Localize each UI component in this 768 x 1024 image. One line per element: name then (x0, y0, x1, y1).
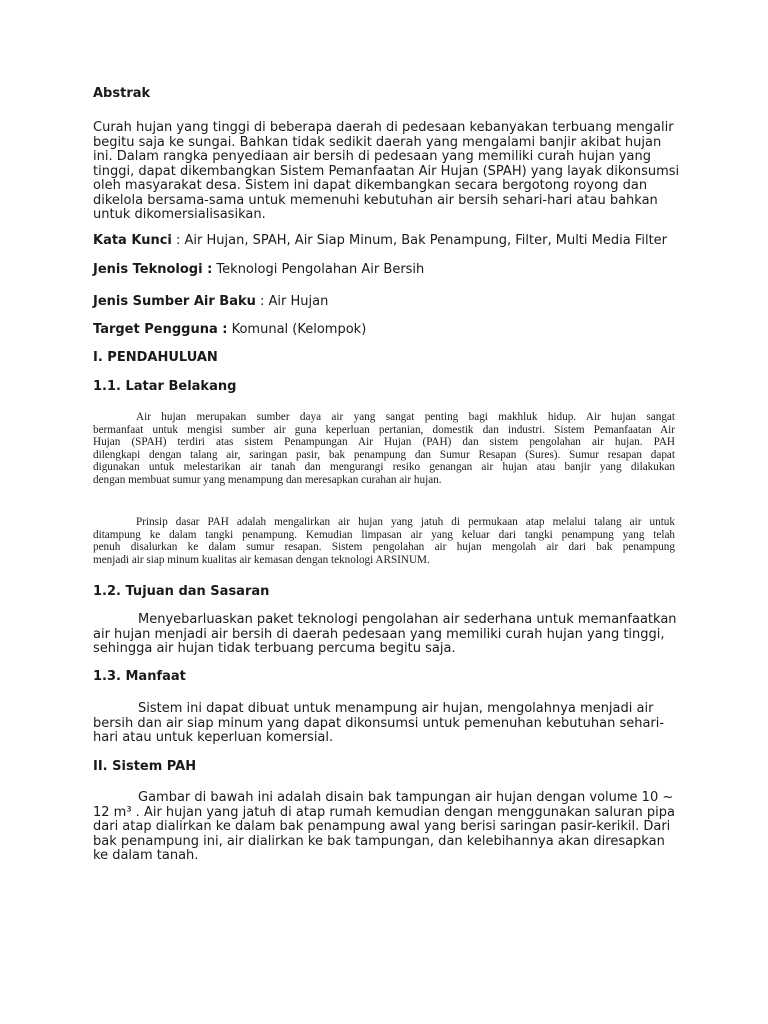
section-1-3-heading: 1.3. Manfaat (93, 669, 186, 684)
paragraph-line: bak penampung ini, air dialirkan ke bak tampungan, dan kelebihannya akan diresapkan (93, 833, 665, 849)
paragraph-line: hari atau untuk keperluan komersial. (93, 730, 334, 745)
background-paragraph-1 (93, 411, 675, 487)
paragraph-line: Hujan (SPAH) terdiri atas sistem Penampungan Air Hujan (PAH) dan sistem pengolahan air hujan. PAH (93, 436, 675, 449)
objectives-paragraph (93, 613, 693, 657)
paragraph-line: dilengkapi dengan talang air, saringan pasir, bak penampung dan Sumur Resapan (Sures). Sumur resapan dapat (93, 448, 675, 461)
paragraph-line: ditampung ke dalam tangki penampung. Kemudian limpasan air yang keluar dari tangki penampung yang telah (93, 528, 675, 541)
section-2-heading: II. Sistem PAH (93, 759, 197, 774)
paragraph-line: Prinsip dasar PAH adalah mengalirkan air hujan yang jatuh di permukaan atap melalui talang air untuk (136, 516, 675, 528)
abstract-line: Curah hujan yang tinggi di beberapa daerah di pedesaan kebanyakan terbuang mengalir (93, 120, 674, 135)
technology-type-value: Teknologi Pengolahan Air Bersih (212, 262, 425, 277)
paragraph-line: menjadi air siap minum kualitas air kemasan dengan teknologi ARSINUM. (93, 553, 430, 566)
technology-type-line (93, 263, 424, 278)
paragraph-line: bersih dan air siap minum yang dapat dikonsumsi untuk pemenuhan kebutuhan sehari- (93, 715, 665, 731)
abstract-line: tinggi, dapat dikembangkan Sistem Pemanfaatan Air Hujan (SPAH) yang layak dikonsumsi (93, 163, 680, 179)
target-user-label: Target Pengguna : (93, 322, 228, 337)
section-1-heading: I. PENDAHULUAN (93, 350, 218, 365)
abstract-line: untuk dikomersialisasikan. (93, 207, 266, 222)
paragraph-line: digunakan untuk melestarikan air tanah dan mengurangi resiko genangan air hujan atau banjir yang dilakukan (93, 461, 675, 474)
keywords-line (93, 234, 667, 249)
technology-type-label: Jenis Teknologi : (93, 262, 213, 277)
paragraph-line: 12 m³ . Air hujan yang jatuh di atap rumah kemudian dengan menggunakan saluran pipa (93, 804, 676, 820)
paragraph-line: penuh disalurkan ke dalam sumur resapan. Sistem pengolahan air hujan mengolah air dari bak penampung (93, 541, 675, 554)
paragraph-line: Gambar di bawah ini adalah disain bak tampungan air hujan dengan volume 10 ~ (138, 790, 674, 805)
abstract-heading: Abstrak (93, 86, 151, 101)
paragraph-line: air hujan menjadi air bersih di daerah pedesaan yang memiliki curah hujan yang tinggi, (93, 626, 665, 642)
section-1-2-heading: 1.2. Tujuan dan Sasaran (93, 584, 270, 599)
paragraph-line: Air hujan merupakan sumber daya air yang sangat penting bagi makhluk hidup. Air hujan sangat (136, 411, 675, 423)
water-source-label: Jenis Sumber Air Baku (93, 294, 256, 309)
water-source-line (93, 295, 328, 310)
background-paragraph-2 (93, 516, 675, 566)
paragraph-line: dengan membuat sumur yang menampung dan meresapkan curahan air hujan. (93, 473, 442, 486)
target-user-value: Komunal (Kelompok) (227, 322, 367, 337)
abstract-text (93, 121, 693, 223)
abstract-line: begitu saja ke sungai. Bahkan tidak sedikit daerah yang mengalami banjir akibat hujan (93, 134, 662, 150)
paragraph-line: sehingga air hujan tidak terbuang percuma begitu saja. (93, 641, 456, 656)
keywords-value: : Air Hujan, SPAH, Air Siap Minum, Bak Penampung, Filter, Multi Media Filter (171, 233, 668, 248)
pah-system-paragraph (93, 791, 693, 864)
target-user-line (93, 323, 366, 338)
paragraph-line: Sistem ini dapat dibuat untuk menampung air hujan, mengolahnya menjadi air (138, 701, 654, 716)
water-source-value: : Air Hujan (255, 294, 329, 309)
paragraph-line: Menyebarluaskan paket teknologi pengolahan air sederhana untuk memanfaatkan (138, 612, 677, 627)
keywords-label: Kata Kunci (93, 233, 172, 248)
paragraph-line: ke dalam tanah. (93, 848, 199, 863)
abstract-line: ini. Dalam rangka penyediaan air bersih di pedesaan yang memiliki curah hujan yang (93, 149, 651, 164)
abstract-line: oleh masyarakat desa. Sistem ini dapat dikembangkan secara bergotong royong dan (93, 178, 648, 193)
benefits-paragraph (93, 702, 693, 746)
section-1-1-heading: 1.1. Latar Belakang (93, 379, 237, 394)
paragraph-line: bermanfaat untuk mengisi sumber air guna keperluan pertanian, domestik dan industri. Sistem Pemanfaatan Air (93, 423, 675, 436)
paragraph-line: dari atap dialirkan ke dalam bak penampung awal yang berisi saringan pasir-kerikil. Dari (93, 819, 671, 834)
abstract-line: dikelola bersama-sama untuk memenuhi kebutuhan air bersih sehari-hari atau bahkan (93, 192, 658, 208)
